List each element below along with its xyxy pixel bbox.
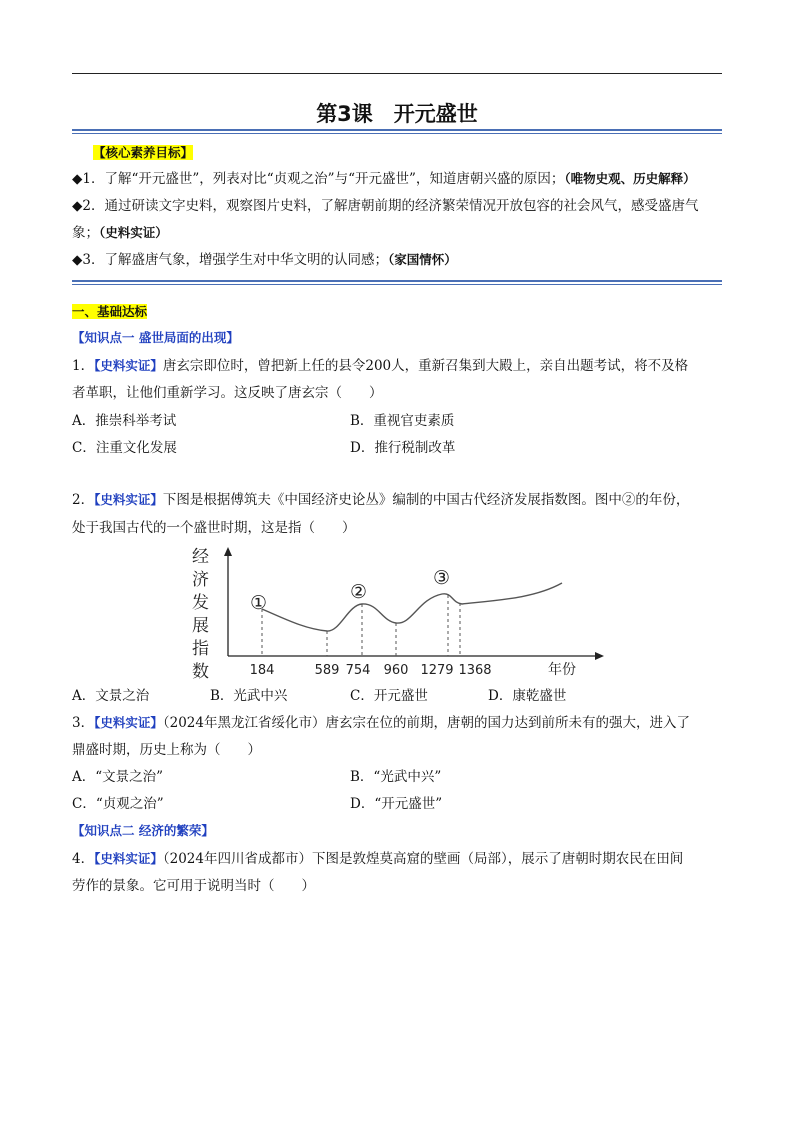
q2-option-b[interactable]: B．光武中兴 [210, 688, 288, 704]
title-divider [72, 129, 722, 134]
tick-label: 754 [345, 663, 371, 678]
q1-option-d[interactable]: D．推行税制改革 [350, 440, 456, 456]
q1-stem: 1．【史料实证】唐玄宗即位时，曾把新上任的县令200人，重新召集到大殿上，亲自出题考试，将不及格 [72, 358, 689, 374]
q4-stem: 4．【史料实证】（2024年四川省成都市）下图是敦煌莫高窟的壁画（局部），展示了唐朝时期农民在田间 [72, 851, 684, 867]
goals-divider [72, 280, 722, 285]
tick-label: 1368 [458, 663, 492, 678]
q3-option-c[interactable]: C．“贞观之治” [72, 796, 164, 812]
q3-option-a[interactable]: A．“文景之治” [72, 769, 164, 785]
page-title: 第3课 开元盛世 [316, 102, 478, 126]
goals-heading: 【核心素养目标】 [93, 145, 194, 160]
x-axis-arrow [595, 652, 604, 660]
marker-2: ② [350, 581, 368, 603]
q1-option-c[interactable]: C．注重文化发展 [72, 440, 177, 456]
goal-3: ◆3．了解盛唐气象，增强学生对中华文明的认同感；（家国情怀） [72, 252, 457, 268]
ylabel-char-1: 经 [192, 547, 209, 567]
y-axis-arrow [224, 547, 232, 556]
q2-stem-cont: 处于我国古代的一个盛世时期，这是指（ ） [72, 520, 356, 536]
ylabel-char-2: 济 [192, 570, 209, 590]
tick-label: 184 [249, 663, 275, 678]
q4-stem-cont: 劳作的景象。它可用于说明当时（ ） [72, 878, 315, 894]
q2-option-d[interactable]: D．康乾盛世 [488, 688, 567, 704]
q1-option-b[interactable]: B．重视官吏素质 [350, 413, 455, 429]
q3-option-b[interactable]: B．“光武中兴” [350, 769, 442, 785]
knowledge-point-1: 【知识点一 盛世局面的出现】 [72, 330, 239, 345]
ylabel-char-6: 数 [192, 662, 209, 682]
q2-option-a[interactable]: A．文景之治 [72, 688, 150, 704]
knowledge-point-2: 【知识点二 经济的繁荣】 [72, 823, 214, 838]
tick-label: 589 [314, 663, 340, 678]
economic-index-chart [190, 543, 610, 683]
marker-1: ① [250, 592, 268, 614]
ylabel-char-4: 展 [192, 616, 209, 636]
q3-stem: 3．【史料实证】（2024年黑龙江省绥化市）唐玄宗在位的前期，唐朝的国力达到前所未有的强大，进入了 [72, 715, 690, 731]
goal-1: ◆1．了解“开元盛世”，列表对比“贞观之治”与“开元盛世”，知道唐朝兴盛的原因；（唯物史观、历史解释） [72, 171, 696, 187]
q3-stem-cont: 鼎盛时期，历史上称为（ ） [72, 742, 261, 758]
goal-2: ◆2．通过研读文字史料，观察图片史料，了解唐朝前期的经济繁荣情况开放包容的社会风气，感受盛唐气 [72, 198, 699, 214]
ylabel-char-3: 发 [192, 593, 209, 613]
goal-2-cont: 象；（史料实证） [72, 225, 168, 241]
x-axis-label: 年份 [548, 662, 576, 678]
marker-3: ③ [433, 567, 451, 589]
series-line [262, 583, 562, 631]
section-heading: 一、基础达标 [72, 304, 148, 319]
q2-stem: 2．【史料实证】下图是根据傅筑夫《中国经济史论丛》编制的中国古代经济发展指数图。图中②的年份， [72, 492, 690, 508]
q1-option-a[interactable]: A．推崇科举考试 [72, 413, 177, 429]
ylabel-char-5: 指 [192, 639, 209, 659]
tick-label: 1279 [420, 663, 454, 678]
q3-option-d[interactable]: D．“开元盛世” [350, 796, 443, 812]
header-rule [72, 73, 722, 74]
q1-stem-cont: 者革职，让他们重新学习。这反映了唐玄宗（ ） [72, 385, 383, 401]
tick-label: 960 [383, 663, 409, 678]
q2-option-c[interactable]: C．开元盛世 [350, 688, 428, 704]
